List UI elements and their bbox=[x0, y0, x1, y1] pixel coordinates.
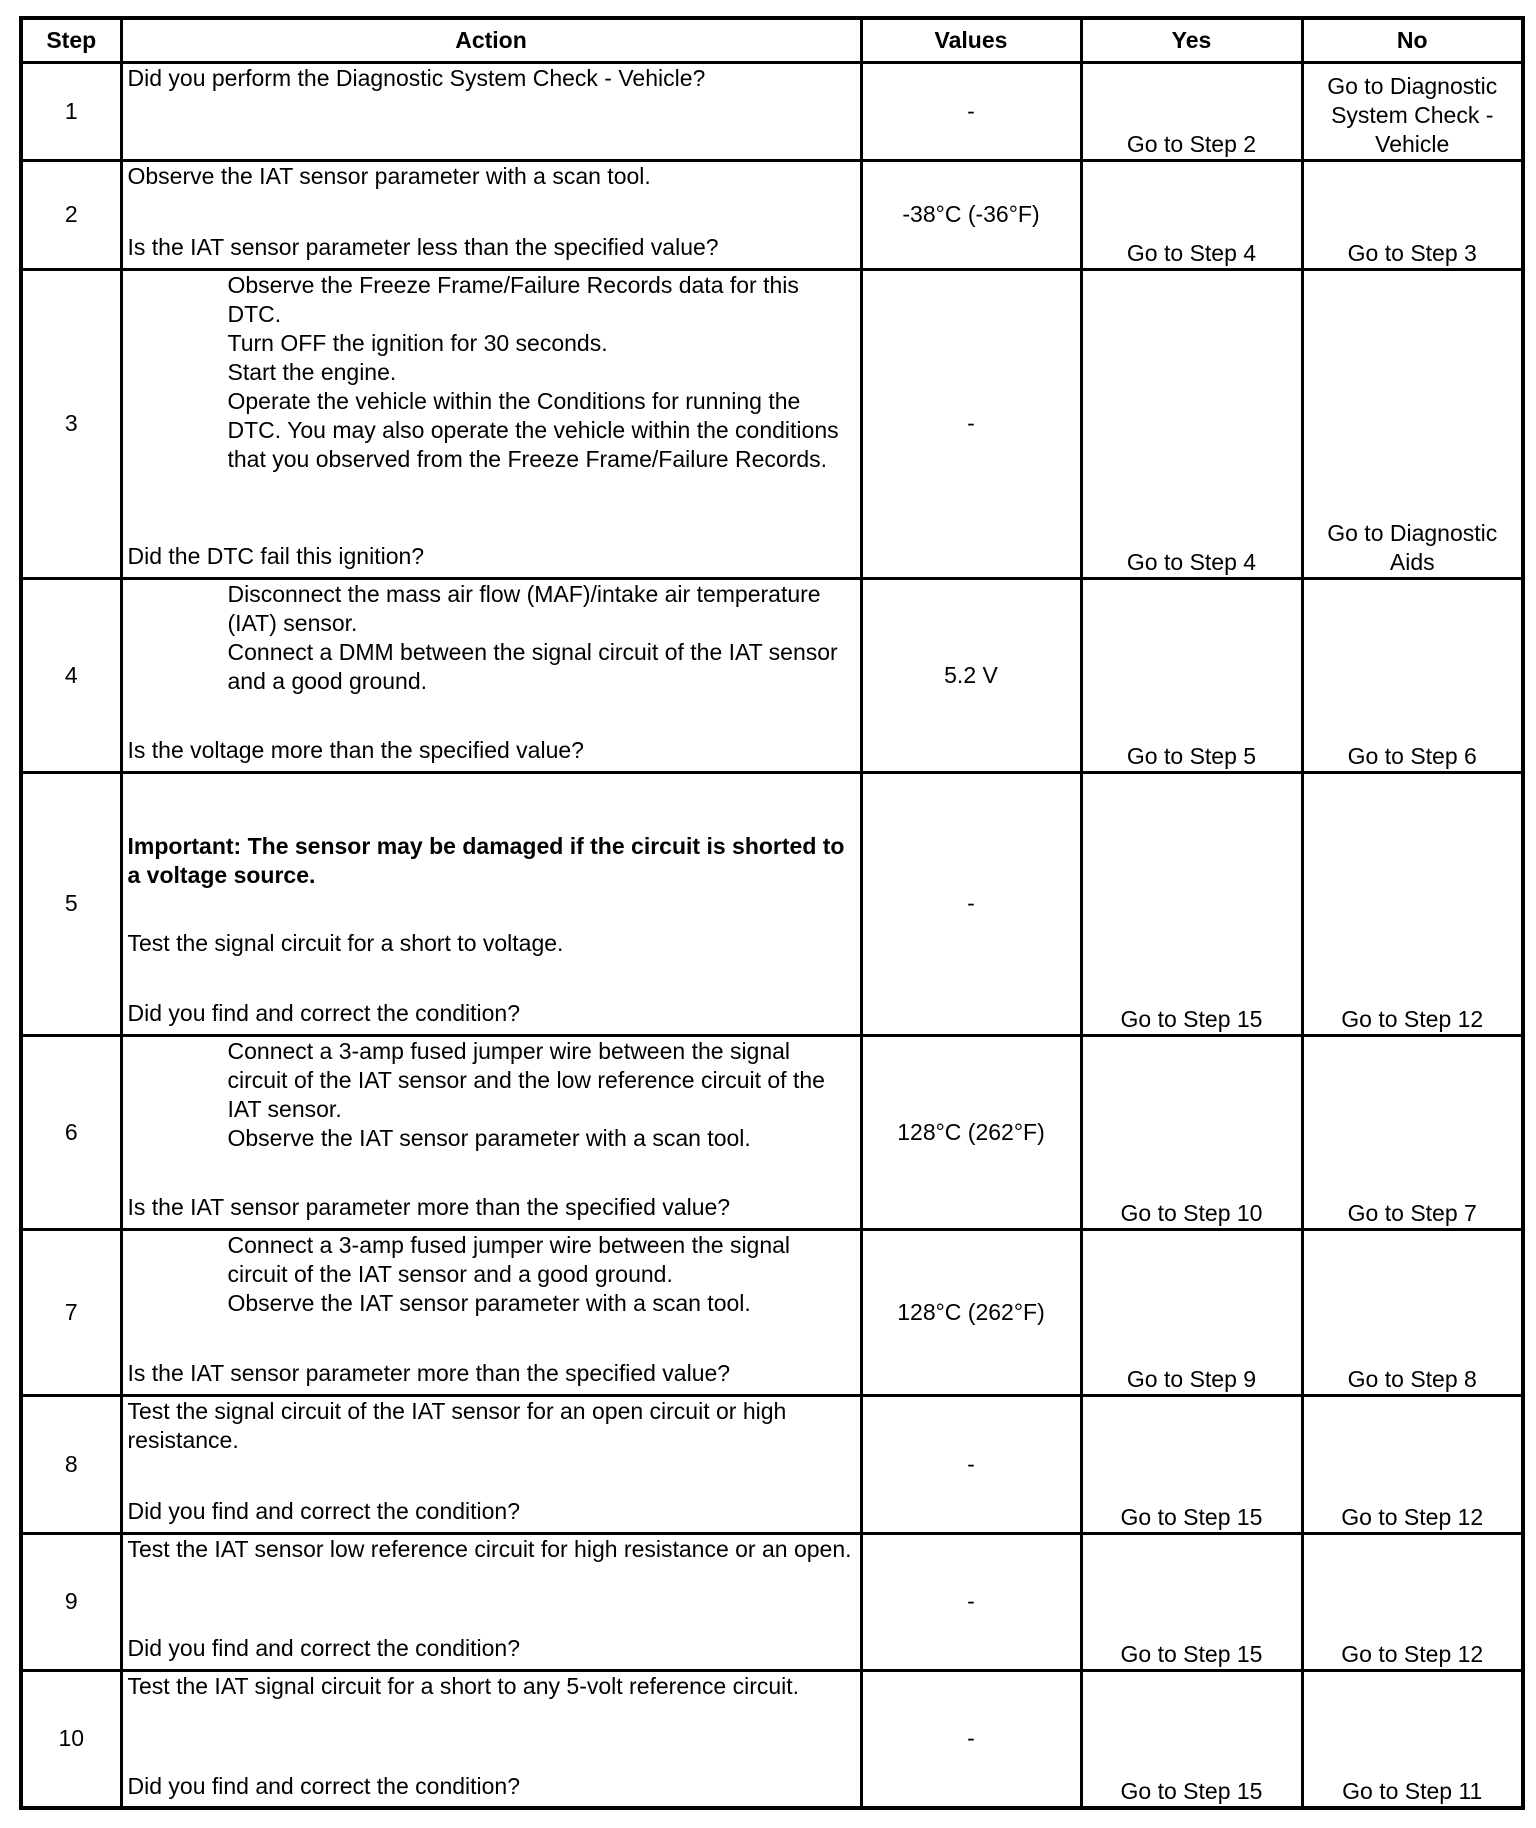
step-number: 8 bbox=[21, 1395, 121, 1533]
no-cell: Go to Step 7 bbox=[1302, 1035, 1523, 1229]
action-cell bbox=[121, 772, 861, 1035]
action-cell bbox=[121, 160, 861, 269]
yes-cell: Go to Step 15 bbox=[1081, 1533, 1302, 1670]
action-cell bbox=[121, 1670, 861, 1808]
table-row bbox=[21, 772, 1523, 1035]
action-text: Disconnect the mass air flow (MAF)/intake air temperature (IAT) sensor. bbox=[227, 580, 821, 636]
action-text: Observe the IAT sensor parameter with a scan tool. bbox=[227, 1289, 751, 1316]
table-header-row bbox=[21, 18, 1523, 62]
value-cell: - bbox=[861, 772, 1081, 1035]
action-text: Test the signal circuit of the IAT sensor for an open circuit or high resistance. bbox=[127, 1397, 787, 1453]
table-row bbox=[21, 578, 1523, 772]
action-steps bbox=[128, 271, 855, 474]
no-cell: Go to Step 3 bbox=[1302, 160, 1523, 269]
table-row bbox=[21, 1395, 1523, 1533]
action-text: Start the engine. bbox=[227, 358, 397, 385]
value-cell: 5.2 V bbox=[861, 578, 1081, 772]
value-cell: - bbox=[861, 1670, 1081, 1808]
yes-cell: Go to Step 15 bbox=[1081, 772, 1302, 1035]
value-cell: -38°C (-36°F) bbox=[861, 160, 1081, 269]
step-number: 2 bbox=[21, 160, 121, 269]
action-cell bbox=[121, 269, 861, 578]
value-cell: 128°C (262°F) bbox=[861, 1229, 1081, 1395]
action-question: Is the IAT sensor parameter more than the specified value? bbox=[127, 1193, 731, 1220]
yes-cell: Go to Step 5 bbox=[1081, 578, 1302, 772]
action-steps bbox=[128, 1231, 855, 1318]
table-row bbox=[21, 1533, 1523, 1670]
action-text: Test the signal circuit for a short to voltage. bbox=[127, 929, 564, 956]
action-cell bbox=[121, 62, 861, 160]
action-cell bbox=[121, 1229, 861, 1395]
action-text: Observe the IAT sensor parameter with a scan tool. bbox=[127, 162, 651, 189]
action-text: Test the IAT signal circuit for a short to any 5-volt reference circuit. bbox=[127, 1672, 800, 1699]
action-question: Did you find and correct the condition? bbox=[127, 1497, 521, 1524]
action-question: Is the IAT sensor parameter less than the specified value? bbox=[127, 233, 719, 260]
step-number: 5 bbox=[21, 772, 121, 1035]
yes-cell: Go to Step 4 bbox=[1081, 269, 1302, 578]
table-row bbox=[21, 62, 1523, 160]
action-question: Did you find and correct the condition? bbox=[127, 1772, 521, 1799]
value-cell: - bbox=[861, 269, 1081, 578]
action-text: Test the IAT sensor low reference circuit for high resistance or an open. bbox=[127, 1535, 852, 1562]
table-row bbox=[21, 1670, 1523, 1808]
value-cell: - bbox=[861, 1395, 1081, 1533]
action-text: Did you perform the Diagnostic System Check - Vehicle? bbox=[127, 64, 706, 91]
action-text: Observe the Freeze Frame/Failure Records data for this DTC. bbox=[227, 271, 799, 327]
no-cell: Go to Step 6 bbox=[1302, 578, 1523, 772]
header-yes: Yes bbox=[1081, 18, 1302, 62]
header-values: Values bbox=[861, 18, 1081, 62]
yes-cell: Go to Step 10 bbox=[1081, 1035, 1302, 1229]
table-row bbox=[21, 1229, 1523, 1395]
no-cell: Go to Step 12 bbox=[1302, 772, 1523, 1035]
header-step: Step bbox=[21, 18, 121, 62]
step-number: 3 bbox=[21, 269, 121, 578]
action-steps bbox=[128, 1037, 855, 1153]
step-number: 10 bbox=[21, 1670, 121, 1808]
action-steps bbox=[128, 580, 855, 696]
action-question: Did you find and correct the condition? bbox=[127, 1634, 521, 1661]
no-cell: Go to Diagnostic Aids bbox=[1302, 269, 1523, 578]
no-cell: Go to Step 12 bbox=[1302, 1395, 1523, 1533]
action-text: Turn OFF the ignition for 30 seconds. bbox=[227, 329, 608, 356]
action-question: Did the DTC fail this ignition? bbox=[127, 542, 425, 569]
value-cell: - bbox=[861, 62, 1081, 160]
action-text: Connect a DMM between the signal circuit of the IAT sensor and a good ground. bbox=[227, 638, 838, 694]
action-question: Did you find and correct the condition? bbox=[127, 999, 521, 1026]
yes-cell: Go to Step 15 bbox=[1081, 1670, 1302, 1808]
action-cell bbox=[121, 1035, 861, 1229]
header-action: Action bbox=[121, 18, 861, 62]
action-text: Observe the IAT sensor parameter with a scan tool. bbox=[227, 1124, 751, 1151]
table-row bbox=[21, 160, 1523, 269]
header-no: No bbox=[1302, 18, 1523, 62]
step-number: 1 bbox=[21, 62, 121, 160]
no-cell: Go to Step 12 bbox=[1302, 1533, 1523, 1670]
action-cell bbox=[121, 578, 861, 772]
action-text: Operate the vehicle within the Conditions for running the DTC. You may also operate the vehicle within the conditions that you observed from the Freeze Frame/Failure Records. bbox=[227, 387, 839, 472]
yes-cell: Go to Step 9 bbox=[1081, 1229, 1302, 1395]
table-row bbox=[21, 1035, 1523, 1229]
diagnostic-table-wrapper bbox=[19, 16, 1525, 1810]
action-text: Connect a 3-amp fused jumper wire between the signal circuit of the IAT sensor and a good ground. bbox=[227, 1231, 791, 1287]
action-cell bbox=[121, 1533, 861, 1670]
yes-cell: Go to Step 15 bbox=[1081, 1395, 1302, 1533]
diagnostic-table bbox=[19, 16, 1525, 1810]
value-cell: - bbox=[861, 1533, 1081, 1670]
action-question: Is the voltage more than the specified value? bbox=[127, 736, 584, 763]
action-question: Is the IAT sensor parameter more than the specified value? bbox=[127, 1359, 731, 1386]
value-cell: 128°C (262°F) bbox=[861, 1035, 1081, 1229]
action-text: Connect a 3-amp fused jumper wire between the signal circuit of the IAT sensor and the low reference circuit of the IAT sensor. bbox=[227, 1037, 825, 1122]
yes-cell: Go to Step 2 bbox=[1081, 62, 1302, 160]
yes-cell: Go to Step 4 bbox=[1081, 160, 1302, 269]
step-number: 6 bbox=[21, 1035, 121, 1229]
no-cell: Go to Step 11 bbox=[1302, 1670, 1523, 1808]
step-number: 7 bbox=[21, 1229, 121, 1395]
step-number: 9 bbox=[21, 1533, 121, 1670]
no-cell: Go to Step 8 bbox=[1302, 1229, 1523, 1395]
table-row bbox=[21, 269, 1523, 578]
no-cell: Go to Diagnostic System Check - Vehicle bbox=[1302, 62, 1523, 160]
step-number: 4 bbox=[21, 578, 121, 772]
action-cell bbox=[121, 1395, 861, 1533]
important-note: Important: The sensor may be damaged if the circuit is shorted to a voltage source. bbox=[127, 832, 845, 888]
